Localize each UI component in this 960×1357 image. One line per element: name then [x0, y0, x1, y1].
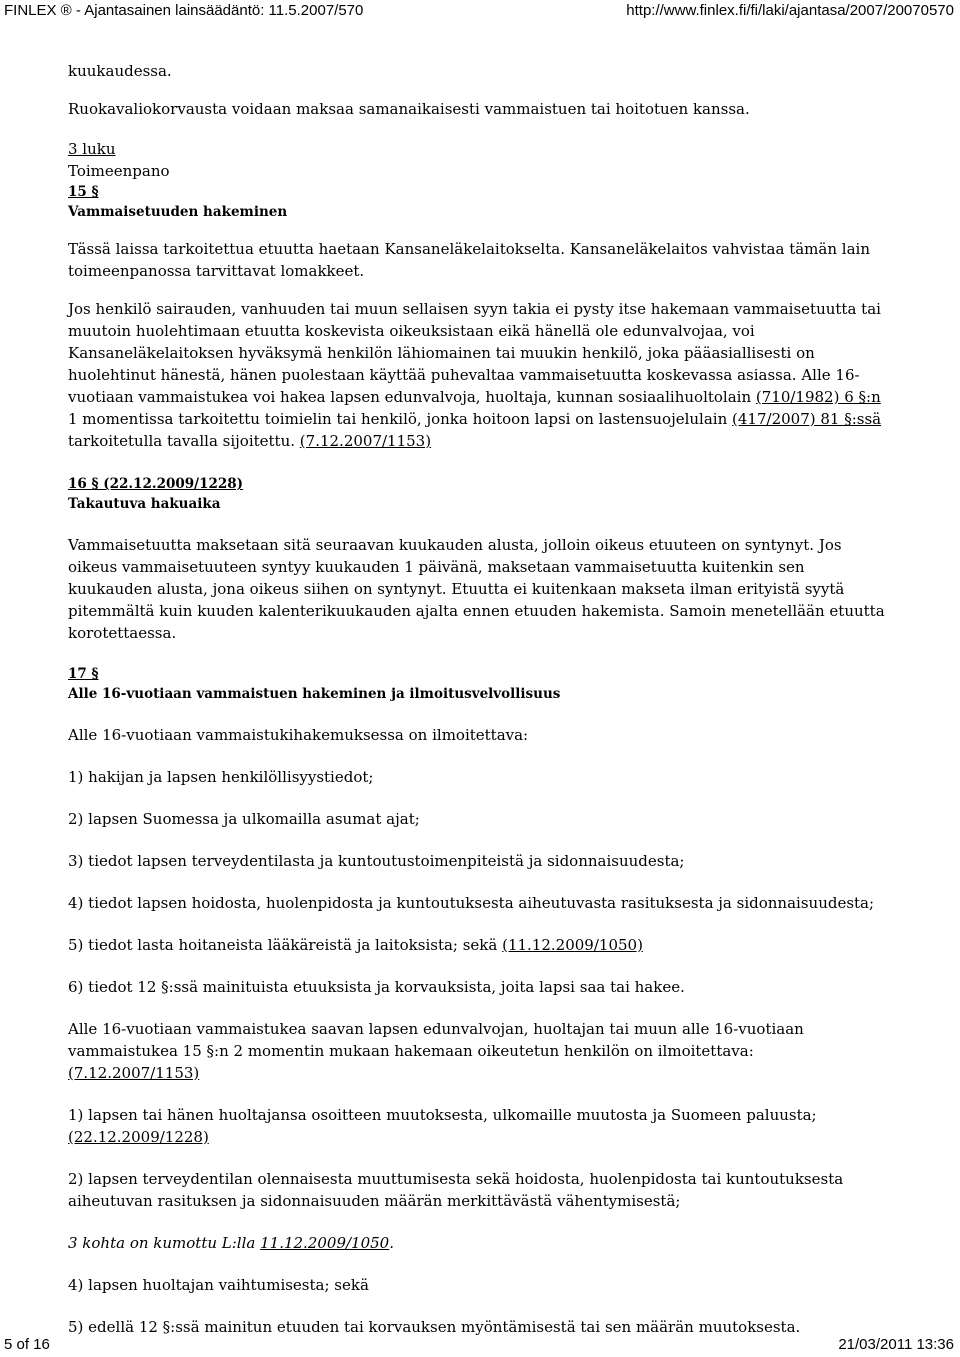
paragraph: Alle 16-vuotiaan vammaistukea saavan lapsen edunvalvojan, huoltajan tai muun alle 16-vuotiaan vammaistukea 15 §:n 2 momentin mukaan hakemaan oikeutetun henkilön on ilmoitettava: (7.12.2007/1153) [68, 1020, 804, 1082]
amendment-link[interactable]: (7.12.2007/1153) [299, 432, 432, 450]
list-item: 6) tiedot 12 §:ssä mainituista etuuksista ja korvauksista, joita lapsi saa tai hakee. [68, 978, 685, 996]
amendment-link[interactable]: (7.12.2007/1153) [68, 1064, 200, 1082]
list-item: 1) lapsen tai hänen huoltajansa osoitteen muutoksesta, ulkomaille muutosta ja Suomeen paluusta; (22.12.2009/1228) [68, 1106, 817, 1146]
list-item: 3) tiedot lapsen terveydentilasta ja kuntoutustoimenpiteistä ja sidonnaisuudesta; [68, 852, 685, 870]
amendment-link[interactable]: 11.12.2009/1050 [260, 1234, 390, 1252]
amendment-link[interactable]: (11.12.2009/1050) [502, 936, 643, 954]
list-item: 2) lapsen Suomessa ja ulkomailla asumat ajat; [68, 810, 420, 828]
list-item: 2) lapsen terveydentilan olennaisesta muuttumisesta sekä hoidosta, huolenpidosta tai kuntoutuksesta aiheutuvan rasituksen ja sidonnaisuuden määrän merkittävästä vähentymisestä; [68, 1170, 844, 1210]
chapter-title: Toimeenpano [68, 162, 170, 180]
page-footer [0, 1334, 960, 1356]
list-item: 5) tiedot lasta hoitaneista lääkäreistä ja laitoksista; sekä (11.12.2009/1050) [68, 936, 643, 954]
list-item: 1) hakijan ja lapsen henkilöllisyystiedot; [68, 768, 374, 786]
header-title: FINLEX ® - Ajantasainen lainsäädäntö: 11.5.2007/570 [4, 2, 364, 19]
paragraph: Vammaisetuutta maksetaan sitä seuraavan kuukauden alusta, jolloin oikeus etuuteen on syntynyt. Jos oikeus vammaisetuuteen syntyy kuukauden 1 päivänä, maksetaan vammaisetuutta kuitenkin sen kuukauden alusta, jona oikeus siihen on syntynyt. Etuutta ei kuitenkaan makseta ilman erityistä syytä pitemmältä kuin kuuden kalenterikuukauden ajalta ennen etuuden hakemista. Samoin menetellään etuutta korotettaessa. [68, 536, 885, 642]
repeal-note: 3 kohta on kumottu L:lla 11.12.2009/1050. [68, 1234, 395, 1252]
section-15-number [68, 182, 888, 202]
law-reference-link[interactable]: (417/2007) 81 §:ssä [732, 410, 882, 428]
paragraph: Jos henkilö sairauden, vanhuuden tai muun sellaisen syyn takia ei pysty itse hakemaan vammaisetuutta tai muutoin huolehtimaan etuutta koskevista oikeuksistaan eikä hänellä ole edunvalvojaa, voi Kansaneläkelaitoksen hyväksymä henkilön lähiomainen tai muukin henkilö, joka pääasiallisesti on huolehtinut hänestä, hänen puolestaan käyttää puhevaltaa vammaisetuutta koskevassa asiassa. Alle 16-vuotiaan vammaistukea voi hakea lapsen edunvalvoja, huoltaja, kunnan sosiaalihuoltolain (710/1982) 6 §:n 1 momentissa tarkoitettu toimielin tai henkilö, jonka hoitoon lapsi on lastensuojelulain (417/2007) 81 §:ssä tarkoitetulla tavalla sijoitettu. (7.12.2007/1153) [68, 300, 882, 450]
page-count: 5 of 16 [4, 1336, 50, 1353]
section-16-link[interactable]: 16 § (22.12.2009/1228) [68, 476, 244, 492]
section-17-title: Alle 16-vuotiaan vammaistuen hakeminen ja ilmoitusvelvollisuus [68, 686, 561, 702]
section-16-title: Takautuva hakuaika [68, 496, 221, 512]
section-15-title: Vammaisetuuden hakeminen [68, 204, 288, 220]
chapter-number-link[interactable]: 3 luku [68, 140, 116, 158]
print-datetime: 21/03/2011 13:36 [838, 1336, 954, 1353]
page-header [0, 0, 960, 22]
amendment-link[interactable]: (22.12.2009/1228) [68, 1128, 209, 1146]
section-15-link[interactable]: 15 § [68, 184, 99, 200]
paragraph: Alle 16-vuotiaan vammaistukihakemuksessa on ilmoitettava: [68, 726, 529, 744]
paragraph: Tässä laissa tarkoitettua etuutta haetaan Kansaneläkelaitokselta. Kansaneläkelaitos vahvistaa tämän lain toimeenpanossa tarvittavat lomakkeet. [68, 240, 870, 280]
header-url: http://www.finlex.fi/fi/laki/ajantasa/2007/20070570 [626, 2, 954, 19]
list-item: 4) lapsen huoltajan vaihtumisesta; sekä [68, 1276, 369, 1294]
section-17-link[interactable]: 17 § [68, 666, 99, 682]
list-item: 5) edellä 12 §:ssä mainitun etuuden tai korvauksen myöntämisestä tai sen määrän muutoksesta. [68, 1318, 801, 1336]
law-reference-link[interactable]: (710/1982) 6 §:n [755, 388, 881, 406]
list-item: 4) tiedot lapsen hoidosta, huolenpidosta ja kuntoutuksesta aiheutuvasta rasituksesta ja sidonnaisuudesta; [68, 894, 875, 912]
document-body [68, 60, 888, 1338]
paragraph: kuukaudessa. [68, 62, 172, 80]
paragraph: Ruokavaliokorvausta voidaan maksaa samanaikaisesti vammaistuen tai hoitotuen kanssa. [68, 100, 750, 118]
